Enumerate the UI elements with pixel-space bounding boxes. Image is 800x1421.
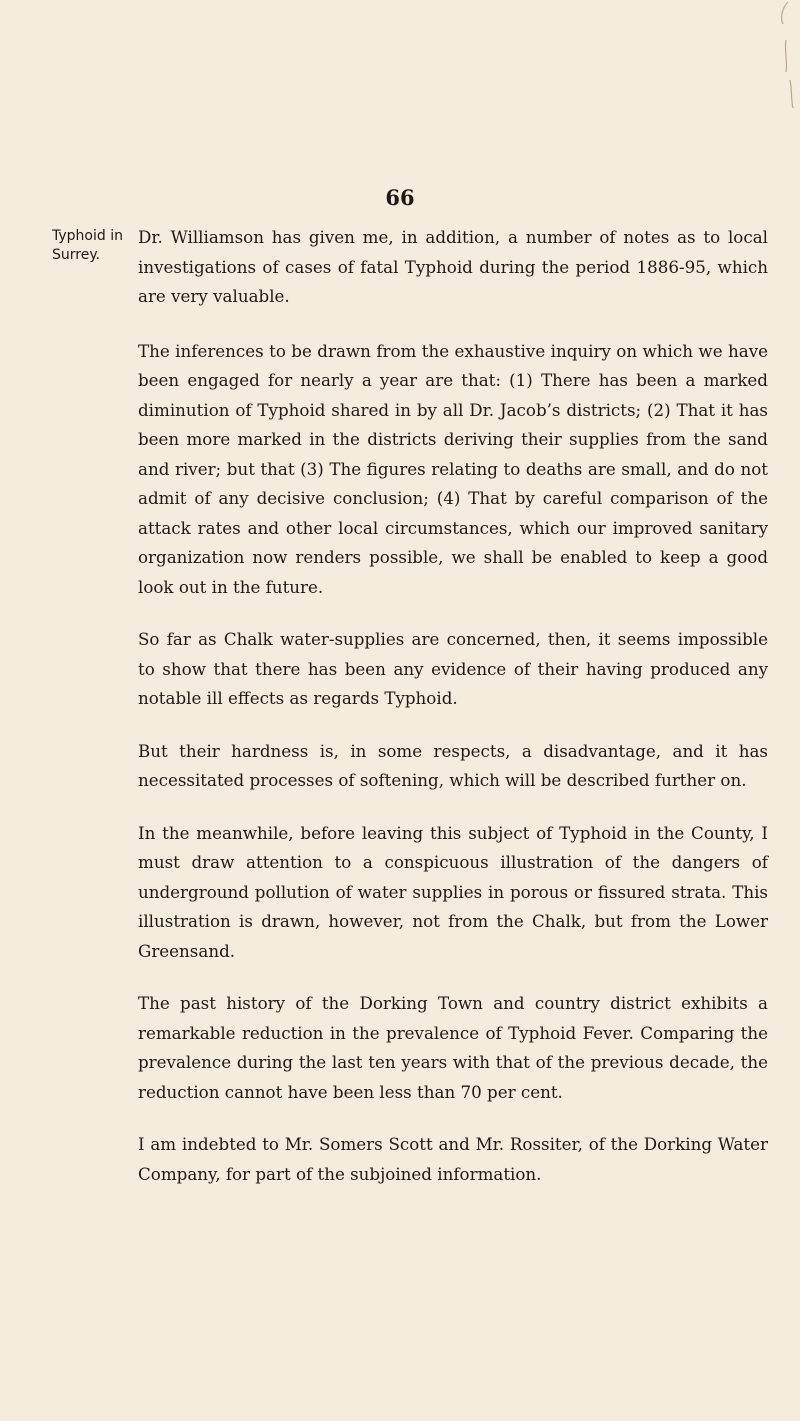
paragraph: But their hardness is, in some respects, a disadvantage, and it has necessitated processes of softening, which will be described further on. — [138, 740, 768, 790]
paragraph: The inferences to be drawn from the exhaustive inquiry on which we have been engaged for nearly a year are that: (1) There has been a marked diminution of Typhoid shared in by all Dr. Jacob’s districts; (2) That it has been more marked in the districts deriving their supplies from the sand and river; but that (3) The figures relating to deaths are small, and do not admit of any decisive conclusion; (4) That by careful comparison of the attack rates and other local circumstances, which our improved sanitary organization now renders possible, we shall be enabled to keep a good look out in the future. — [138, 340, 768, 597]
body-text — [138, 223, 768, 1212]
page-number: 66 — [385, 185, 415, 210]
paragraph: I am indebted to Mr. Somers Scott and Mr. Rossiter, of the Dorking Water Company, for part of the subjoined information. — [138, 1134, 768, 1184]
paragraph: In the meanwhile, before leaving this subject of Typhoid in the County, I must draw attention to a conspicuous illustration of the dangers of underground pollution of water supplies in porous or fissured strata. This illustration is drawn, however, not from the Chalk, but from the Lower Greensand. — [138, 822, 768, 961]
paragraph: So far as Chalk water-supplies are concerned, then, it seems impossible to show that there has been any evidence of their having produced any notable ill effects as regards Typhoid. — [138, 629, 768, 708]
paragraph: The past history of the Dorking Town and country district exhibits a remarkable reduction in the prevalence of Typhoid Fever. Comparing the prevalence during the last ten years with that of the previous decade, the reduction cannot have been less than 70 per cent. — [138, 993, 768, 1102]
page-corner-mark — [774, 0, 796, 110]
margin-note: Typhoid in Surrey. — [52, 228, 123, 263]
paragraph: Dr. Williamson has given me, in addition, a number of notes as to local investigations of cases of fatal Typhoid during the period 1886-95, which are very valuable. — [138, 227, 768, 306]
